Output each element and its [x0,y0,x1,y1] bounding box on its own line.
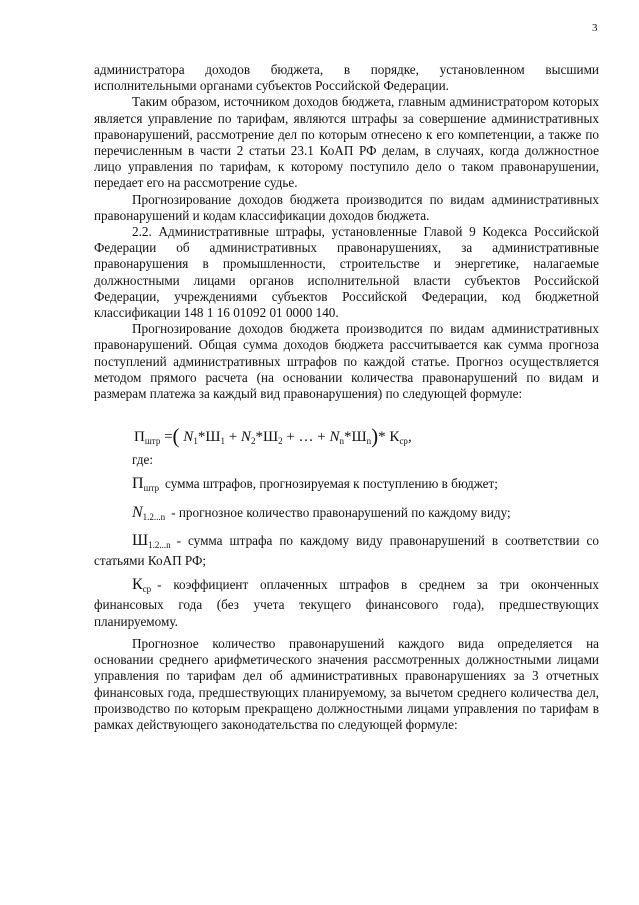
paragraph-2: Таким образом, источником доходов бюджета, главным администратором которых является управление по тарифам, являются штрафы за совершение административных правонарушений, рассмотрение дел по которым отнесено к его компетенции, а также по перечисленным в части 2 статьи 23.1 КоАП РФ делам, в случаях, когда должностное лицо управления по тарифам, к которому поступило дело о таком правонарушении, передает его на рассмотрение судье. [94,94,599,191]
definition-n: $N_{1.2...n}$ - прогнозное количество правонарушений по каждому виду; [132,503,511,522]
document-body [94,62,599,733]
fine-sum-formula: $П_{штр}$ =( $N_1*Ш_1 + N_2*Ш_2$ + … + $N_n*Ш_n)*$ $К_{ср}$, [134,424,412,449]
paragraph-1: администратора доходов бюджета, в порядке, установленном высшими исполнительными органами субъектов Российской Федерации. [94,62,599,94]
page-number: 3 [592,22,598,34]
where-label: где: [132,452,153,468]
definition-p-shtr: $П_{штр}$ сумма штрафов, прогнозируемая к поступлению в бюджет; [132,475,498,494]
definition-k: $К_{ср}$ - коэффициент оплаченных штрафов в среднем за три оконченных финансовых года (без учета текущего финансового года), предшествующих планируемому. [94,576,599,629]
paragraph-6: Прогнозное количество правонарушений каждого вида определяется на основании среднего арифметического значения рассмотренных должностными лицами управления по тарифам дел об административных правонарушениях за 3 отчетных финансовых года, предшествующих планируемому, за вычетом среднего количества дел, производство по которым прекращено должностными лицами управления по тарифам в рамках действующего законодательства по следующей формуле: [94,635,599,732]
paragraph-5: Прогнозирование доходов бюджета производится по видам административных правонарушений. Общая сумма доходов бюджета рассчитывается как сумма прогноза поступлений административных штрафов по каждой статье. Прогноз осуществляется методом прямого расчета (на основании количества правонарушений по видам и размерам платежа за каждый вид правонарушения) по следующей формуле: [94,321,599,402]
definition-sh: $Ш_{1.2...n}$ - сумма штрафа по каждому виду правонарушений в соответствии со статьями КоАП РФ; [94,531,599,569]
paragraph-4: 2.2. Административные штрафы, установленные Главой 9 Кодекса Российской Федерации об административных правонарушениях, за административные правонарушения в промышленности, строительстве и энергетике, налагаемые должностными лицами органов исполнительной власти субъектов Российской Федерации, учреждениями субъектов Российской Федерации, код бюджетной классификации 148 1 16 01092 01 0000 140. [94,224,599,321]
paragraph-3: Прогнозирование доходов бюджета производится по видам административных правонарушений и кодам классификации доходов бюджета. [94,191,599,223]
